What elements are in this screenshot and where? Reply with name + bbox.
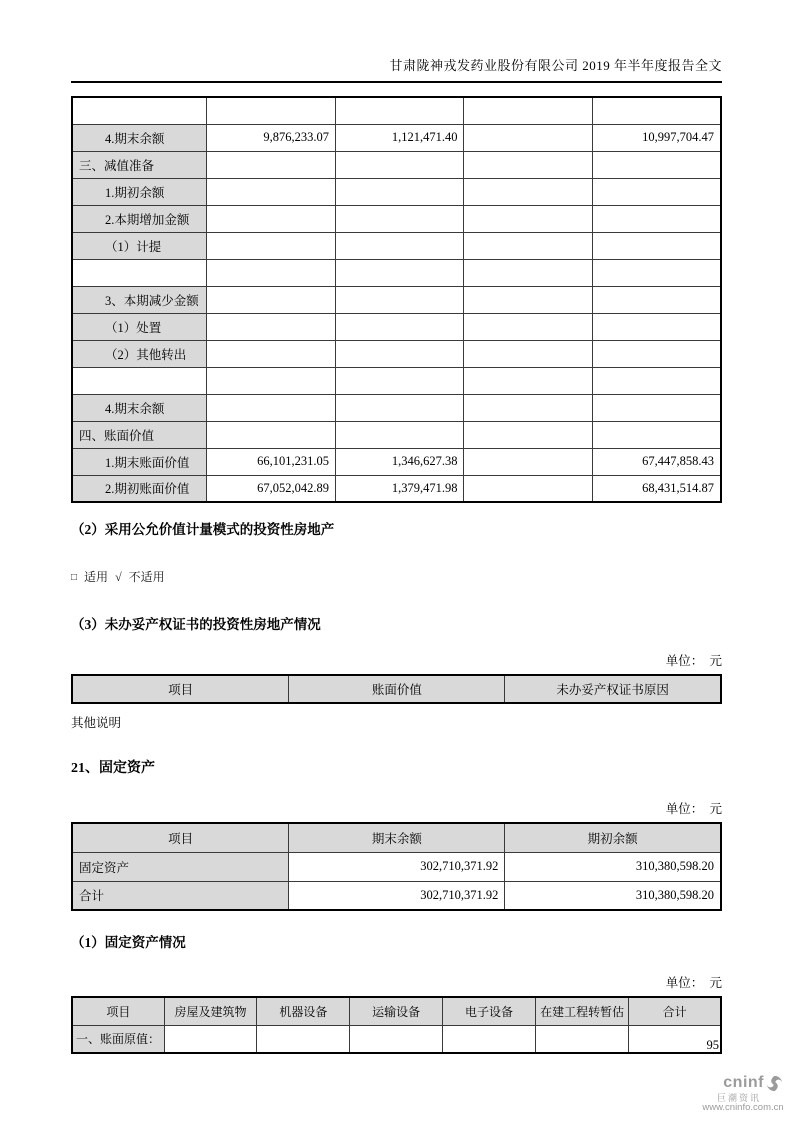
table-row	[72, 448, 721, 475]
row-label: 2.期初账面价值	[72, 475, 207, 502]
cell-value	[207, 421, 336, 448]
doc-header	[71, 0, 722, 83]
cell-value: 1,346,627.38	[335, 448, 464, 475]
cell-value	[464, 475, 593, 502]
cell-value	[207, 313, 336, 340]
cell-value	[335, 313, 464, 340]
unit-label-3: 单位： 元	[665, 976, 722, 990]
cell-value	[164, 1025, 257, 1053]
cell-value	[592, 394, 721, 421]
cell-value	[207, 340, 336, 367]
cell-value	[350, 1025, 443, 1053]
cell-value	[464, 313, 593, 340]
column-header: 项目	[72, 823, 289, 852]
row-label: 4.期末余额	[72, 124, 207, 151]
cell-value	[207, 232, 336, 259]
cell-value	[335, 232, 464, 259]
table-row	[72, 881, 721, 910]
row-label: 4.期末余额	[72, 394, 207, 421]
cell-value	[592, 286, 721, 313]
table-row	[72, 313, 721, 340]
column-header: 电子设备	[443, 997, 536, 1025]
cell-value: 1,379,471.98	[335, 475, 464, 502]
table-row	[72, 178, 721, 205]
cell-value	[207, 178, 336, 205]
column-header: 房屋及建筑物	[164, 997, 257, 1025]
cell-value	[207, 151, 336, 178]
column-header: 项目	[72, 675, 289, 703]
cell-value: 68,431,514.87	[592, 475, 721, 502]
cell-value	[207, 286, 336, 313]
table-header-row	[72, 997, 721, 1025]
cninfo-name: 巨潮资讯	[716, 1092, 761, 1103]
column-header: 在建工程转暂估	[535, 997, 628, 1025]
cell-value	[464, 151, 593, 178]
section-title-fixed-assets: 21、固定资产	[71, 761, 155, 776]
table-row	[72, 205, 721, 232]
cell-value	[464, 97, 593, 124]
cell-value: 310,380,598.20	[505, 852, 721, 881]
cell-value: 66,101,231.05	[207, 448, 336, 475]
row-label: 1.期初余额	[72, 178, 207, 205]
cell-value	[335, 178, 464, 205]
cell-value	[335, 151, 464, 178]
cell-value: 302,710,371.92	[289, 881, 505, 910]
row-label: 合计	[72, 881, 289, 910]
column-header: 机器设备	[257, 997, 350, 1025]
table-row	[72, 151, 721, 178]
cell-value	[464, 124, 593, 151]
table-row	[72, 232, 721, 259]
investment-property-table	[71, 96, 722, 503]
table-row	[72, 475, 721, 502]
cell-value	[592, 340, 721, 367]
not-applicable-label: 不适用	[128, 570, 165, 584]
table-row	[72, 124, 721, 151]
section-title-unregistered-property: （3）未办妥产权证书的投资性房地产情况	[71, 617, 321, 632]
cell-value	[464, 205, 593, 232]
cninfo-brand-row	[697, 1074, 789, 1092]
row-label	[72, 97, 207, 124]
cell-value: 9,876,233.07	[207, 124, 336, 151]
table-header-row	[72, 675, 721, 703]
row-label: （1）处置	[72, 313, 207, 340]
cell-value	[335, 394, 464, 421]
checkbox-unchecked-icon: □	[71, 572, 78, 583]
checkmark-icon: √	[115, 570, 122, 584]
applicability-row	[71, 568, 722, 585]
column-header: 账面价值	[289, 675, 505, 703]
cell-value	[464, 421, 593, 448]
cell-value: 67,447,858.43	[592, 448, 721, 475]
cell-value	[464, 259, 593, 286]
section-title-fair-value-model: （2）采用公允价值计量模式的投资性房地产	[71, 522, 335, 537]
fixed-assets-detail-table	[71, 996, 722, 1054]
table-row	[72, 259, 721, 286]
row-label: 一、账面原值：	[72, 1025, 164, 1053]
applicable-label: 适用	[84, 570, 109, 584]
cell-value	[207, 97, 336, 124]
row-label	[72, 259, 207, 286]
column-header: 项目	[72, 997, 164, 1025]
column-header: 期末余额	[289, 823, 505, 852]
cninfo-logo-icon	[766, 1075, 783, 1092]
cell-value	[592, 97, 721, 124]
cell-value	[464, 394, 593, 421]
cell-value	[335, 421, 464, 448]
unit-label-1: 单位： 元	[665, 654, 722, 668]
cell-value	[207, 205, 336, 232]
row-label: 1.期末账面价值	[72, 448, 207, 475]
cell-value	[464, 232, 593, 259]
cell-value	[207, 259, 336, 286]
column-header: 运输设备	[350, 997, 443, 1025]
column-header: 期初余额	[505, 823, 721, 852]
cell-value	[335, 340, 464, 367]
row-label	[72, 367, 207, 394]
table-row	[72, 340, 721, 367]
cell-value	[335, 97, 464, 124]
row-label: 三、减值准备	[72, 151, 207, 178]
cell-value	[592, 367, 721, 394]
cell-value	[335, 367, 464, 394]
cell-value	[207, 394, 336, 421]
section-title-fixed-assets-detail: （1）固定资产情况	[71, 935, 186, 950]
doc-header-title: 甘肃陇神戎发药业股份有限公司 2019 年半年度报告全文	[389, 58, 722, 73]
cell-value	[464, 178, 593, 205]
cell-value: 302,710,371.92	[289, 852, 505, 881]
cell-value	[535, 1025, 628, 1053]
unit-label-2: 单位： 元	[665, 802, 722, 816]
cell-value	[257, 1025, 350, 1053]
cninfo-brand: cninf	[723, 1074, 764, 1092]
cell-value	[592, 178, 721, 205]
other-notes-label: 其他说明	[71, 716, 122, 730]
cell-value	[592, 313, 721, 340]
cell-value	[464, 448, 593, 475]
cell-value	[207, 367, 336, 394]
cell-value	[335, 259, 464, 286]
unregistered-property-table	[71, 674, 722, 704]
row-label: 固定资产	[72, 852, 289, 881]
cell-value: 310,380,598.20	[505, 881, 721, 910]
cell-value	[335, 286, 464, 313]
cninfo-logo	[697, 1074, 789, 1114]
table-row	[72, 394, 721, 421]
cell-value	[335, 205, 464, 232]
table-row	[72, 1025, 721, 1053]
table-row	[72, 367, 721, 394]
cell-value	[464, 286, 593, 313]
row-label: 四、账面价值	[72, 421, 207, 448]
cell-value: 1,121,471.40	[335, 124, 464, 151]
table-row	[72, 97, 721, 124]
cell-value	[443, 1025, 536, 1053]
cell-value	[592, 232, 721, 259]
row-label: 2.本期增加金额	[72, 205, 207, 232]
row-label: 3、本期减少金额	[72, 286, 207, 313]
row-label: （2）其他转出	[72, 340, 207, 367]
table-row	[72, 852, 721, 881]
cell-value	[464, 367, 593, 394]
table-row	[72, 421, 721, 448]
cell-value	[592, 151, 721, 178]
fixed-assets-summary-table	[71, 822, 722, 911]
column-header: 未办妥产权证书原因	[505, 675, 721, 703]
cell-value	[592, 205, 721, 232]
row-label: （1）计提	[72, 232, 207, 259]
cninfo-url: www.cninfo.com.cn	[702, 1102, 784, 1114]
table-row	[72, 286, 721, 313]
cell-value	[464, 340, 593, 367]
cell-value: 67,052,042.89	[207, 475, 336, 502]
cell-value: 10,997,704.47	[592, 124, 721, 151]
table-header-row	[72, 823, 721, 852]
page-number: 95	[706, 1038, 719, 1052]
cell-value	[592, 259, 721, 286]
column-header: 合计	[629, 997, 721, 1025]
cell-value	[592, 421, 721, 448]
